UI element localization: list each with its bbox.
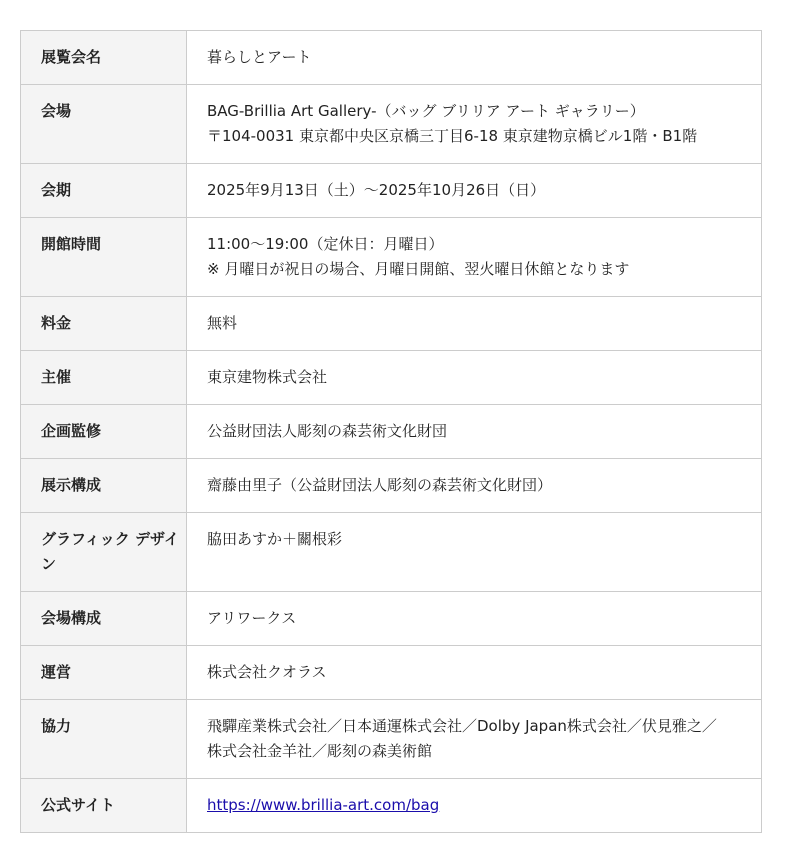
table-row [21, 405, 762, 459]
row-label-organizer: 主催 [21, 351, 187, 405]
row-label-period: 会期 [21, 164, 187, 218]
row-value-exhibit-composition [187, 459, 762, 513]
row-label-official-site: 公式サイト [21, 779, 187, 833]
row-value-supervision [187, 405, 762, 459]
value-line: 脇田あすか＋關根彩 [207, 530, 343, 548]
row-value-organizer [187, 351, 762, 405]
table-row [21, 218, 762, 297]
table-row [21, 646, 762, 700]
table-row [21, 592, 762, 646]
row-label-venue-composition: 会場構成 [21, 592, 187, 646]
label-line: デザイン [41, 530, 179, 573]
row-value-graphic-design [187, 513, 762, 592]
row-label-supervision: 企画監修 [21, 405, 187, 459]
value-line: 株式会社クオラス [207, 663, 327, 681]
table-row [21, 351, 762, 405]
row-label-cooperation: 協力 [21, 700, 187, 779]
row-label-graphic-design [21, 513, 187, 592]
row-value-opening-hours [187, 218, 762, 297]
row-value-operation [187, 646, 762, 700]
row-value-exhibition-name [187, 31, 762, 85]
value-line: 無料 [207, 314, 238, 332]
label-line: グラフィック [41, 530, 130, 548]
value-line: 東京建物株式会社 [207, 368, 328, 386]
value-line: 公益財団法人彫刻の森芸術文化財団 [207, 422, 448, 440]
value-line: アリワークス [207, 609, 297, 627]
row-label-fee: 料金 [21, 297, 187, 351]
table-row [21, 459, 762, 513]
row-value-official-site [187, 779, 762, 833]
row-label-operation: 運営 [21, 646, 187, 700]
value-line: ※ 月曜日が祝日の場合、月曜日開館、翌火曜日休館となります [207, 260, 630, 278]
table-row [21, 31, 762, 85]
table-row [21, 700, 762, 779]
row-value-cooperation [187, 700, 762, 779]
row-label-exhibit-composition: 展示構成 [21, 459, 187, 513]
row-value-period [187, 164, 762, 218]
value-line: 〒104-0031 東京都中央区京橋三丁目6-18 東京建物京橋ビル1階・B1階 [207, 127, 698, 145]
value-line: 2025年9月13日（土）〜2025年10月26日（日） [207, 181, 546, 199]
row-label-venue: 会場 [21, 85, 187, 164]
value-line: 11:00〜19:00（定休日：月曜日） [207, 235, 444, 253]
row-label-opening-hours: 開館時間 [21, 218, 187, 297]
official-site-link[interactable]: https://www.brillia-art.com/bag [207, 796, 440, 814]
table-row [21, 85, 762, 164]
row-value-venue-composition [187, 592, 762, 646]
value-line: 株式会社金羊社／彫刻の森美術館 [207, 742, 433, 760]
value-line: 飛驒産業株式会社／日本通運株式会社／Dolby Japan株式会社／伏見雅之／ [207, 717, 717, 735]
table-row [21, 779, 762, 833]
value-line: 暮らしとアート [207, 48, 312, 66]
row-value-fee [187, 297, 762, 351]
value-line: 齋藤由里子（公益財団法人彫刻の森芸術文化財団） [207, 476, 553, 494]
value-line: BAG-Brillia Art Gallery-（バッグ ブリリア アート ギャラリー） [207, 102, 645, 120]
exhibition-info-table [20, 30, 762, 833]
table-row [21, 164, 762, 218]
table-row [21, 513, 762, 592]
row-label-exhibition-name: 展覧会名 [21, 31, 187, 85]
row-value-venue [187, 85, 762, 164]
table-row [21, 297, 762, 351]
